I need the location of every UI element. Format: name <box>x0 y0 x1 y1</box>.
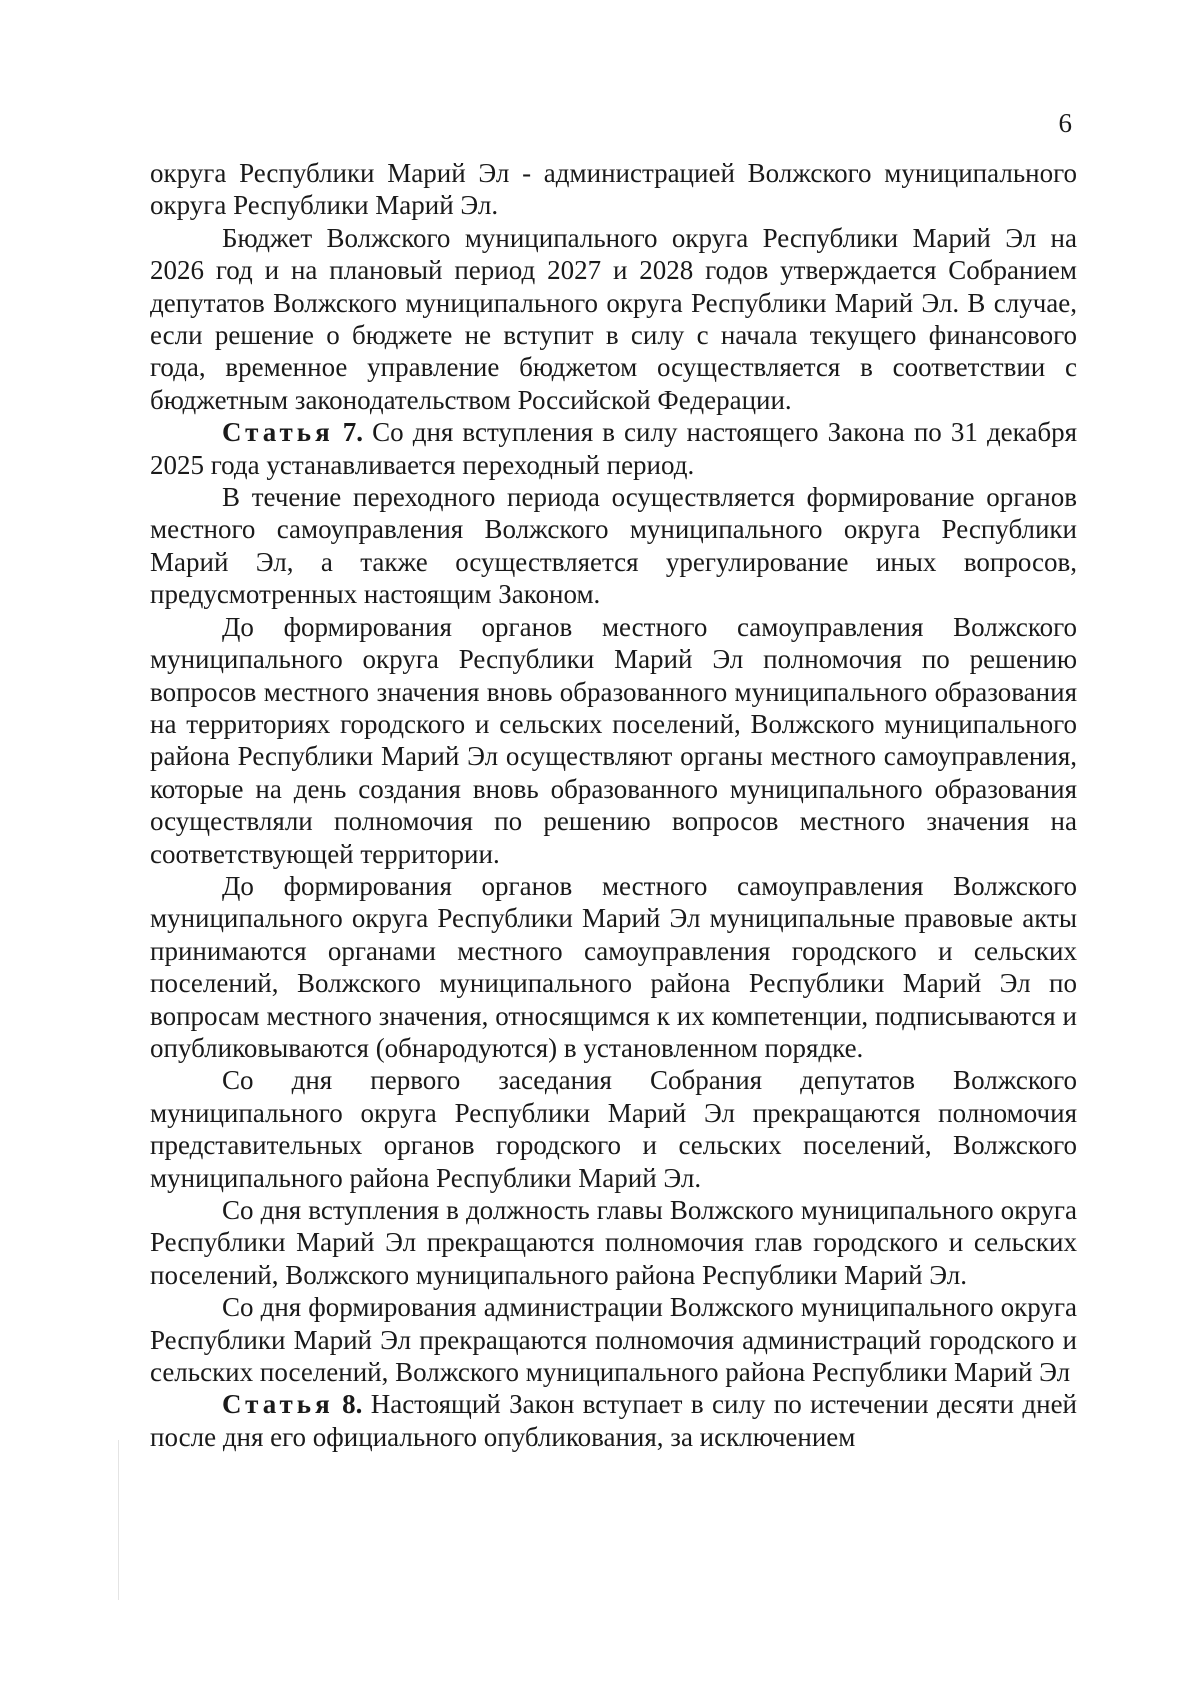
paragraph-8 <box>150 1194 1077 1291</box>
paragraph-text: округа Республики Марий Эл - администрацией Волжского муниципального округа Республики Марий Эл. <box>150 158 1077 221</box>
paragraph-4 <box>150 481 1077 611</box>
scan-margin-mark <box>118 1440 119 1600</box>
paragraph-text: До формирования органов местного самоуправления Волжского муниципального округа Республики Марий Эл полномочия по решению вопросов местного значения вновь образованного муниципального образования на территориях городского и сельских поселений, Волжского муниципального района Республики Марий Эл осуществляют органы местного самоуправления, которые на день создания вновь образованного муниципального образования осуществляли полномочия по решению вопросов местного значения на соответствующей территории. <box>150 611 1077 869</box>
paragraph-text: Со дня первого заседания Собрания депутатов Волжского муниципального округа Республики Марий Эл прекращаются полномочия представительных органов городского и сельских поселений, Волжского муниципального района Республики Марий Эл. <box>150 1065 1077 1193</box>
paragraph-text: В течение переходного периода осуществляется формирование органов местного самоуправления Волжского муниципального округа Республики Марий Эл, а также осуществляется урегулирование иных вопросов, предусмотренных настоящим Законом. <box>150 482 1077 610</box>
article-7-paragraph <box>150 416 1077 481</box>
paragraph-5 <box>150 611 1077 870</box>
paragraph-6 <box>150 870 1077 1064</box>
paragraph-9 <box>150 1291 1077 1388</box>
article-heading: Статья <box>222 1389 334 1420</box>
paragraph-text: Настоящий Закон вступает в силу по истечении десяти дней после дня его официального опубликования, за исключением <box>150 1389 1077 1452</box>
article-number: 7. <box>342 417 364 448</box>
paragraph-text: Со дня вступления в должность главы Волжского муниципального округа Республики Марий Эл прекращаются полномочия глав городского и сельских поселений, Волжского муниципального района Республики Марий Эл. <box>150 1195 1077 1290</box>
paragraph-text: Со дня формирования администрации Волжского муниципального округа Республики Марий Эл прекращаются полномочия администраций городского и сельских поселений, Волжского муниципального района Республики Марий Эл <box>150 1292 1077 1388</box>
paragraph-2 <box>150 222 1077 416</box>
article-number: 8. <box>342 1389 363 1420</box>
paragraph-1 <box>150 157 1077 222</box>
paragraph-text: До формирования органов местного самоуправления Волжского муниципального округа Республики Марий Эл муниципальные правовые акты принимаются органами местного самоуправления городского и сельских поселений, Волжского муниципального района Республики Марий Эл по вопросам местного значения, относящимся к их компетенции, подписываются и опубликовываются (обнародуются) в установленном порядке. <box>150 870 1077 1063</box>
paragraph-text: Со дня вступления в силу настоящего Закона по 31 декабря 2025 года устанавливается переходный период. <box>150 417 1078 480</box>
article-heading: Статья <box>222 417 334 448</box>
paragraph-7 <box>150 1064 1077 1194</box>
page-number: 6 <box>1058 108 1072 138</box>
article-8-paragraph <box>150 1388 1077 1453</box>
document-body <box>150 157 1077 1453</box>
paragraph-text: Бюджет Волжского муниципального округа Республики Марий Эл на 2026 год и на плановый период 2027 и 2028 годов утверждается Собранием депутатов Волжского муниципального округа Республики Марий Эл. В случае, если решение о бюджете не вступит в силу с начала текущего финансового года, временное управление бюджетом осуществляется в соответствии с бюджетным законодательством Российской Федерации. <box>150 222 1077 415</box>
